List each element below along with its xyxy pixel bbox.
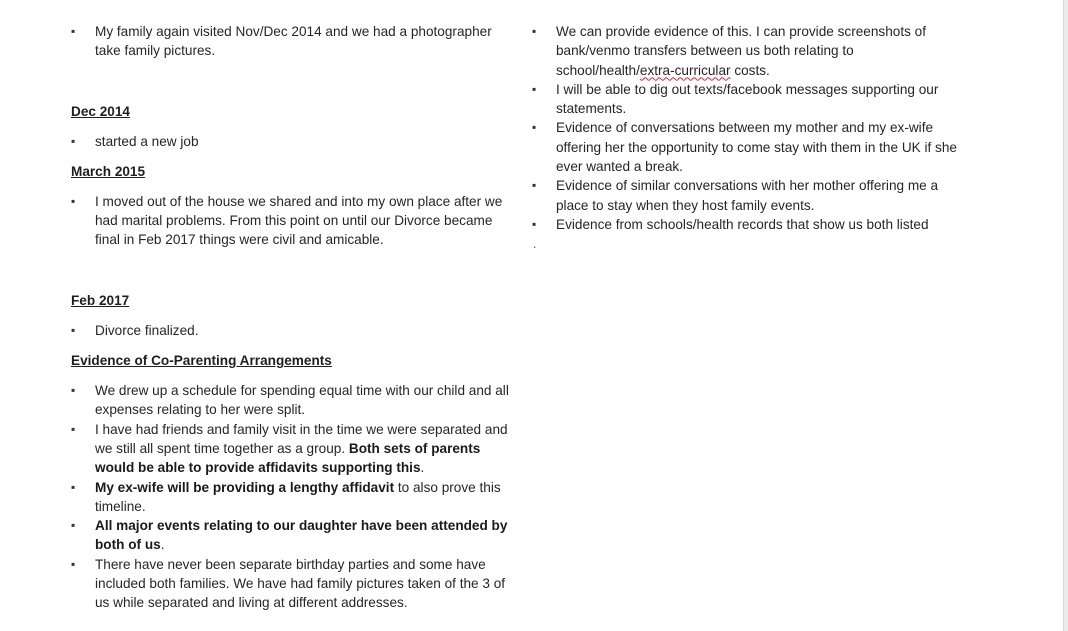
feb-2017-list — [71, 321, 511, 340]
evidence-list — [532, 22, 972, 234]
list-item — [71, 381, 511, 420]
left-column — [71, 0, 511, 613]
bullet-icon: ▪ — [532, 216, 537, 231]
list-item-bold-text: Both sets of parents would be able to provide affidavits supporting this — [95, 440, 481, 476]
section-heading-feb-2017: Feb 2017 — [71, 292, 130, 308]
list-item-text: Evidence from schools/health records that show us both listed — [556, 216, 929, 232]
list-item — [532, 176, 972, 215]
bullet-icon: ▪ — [532, 81, 537, 96]
photographer-list — [71, 22, 511, 61]
list-item-text: Evidence of conversations between my mother and my ex-wife offering her the opportunity to come stay with them in the UK if she ever wanted a break. — [556, 120, 957, 175]
list-item-text: to also prove this timeline. — [95, 479, 501, 514]
bullet-icon: ▪ — [71, 133, 76, 148]
list-item — [71, 192, 511, 250]
list-item — [71, 478, 511, 517]
list-item — [532, 215, 972, 234]
co-parenting-list — [71, 381, 511, 613]
spellcheck-flagged-word[interactable]: extra-curricular — [639, 62, 731, 78]
bullet-icon: ▪ — [71, 479, 76, 494]
empty-paragraph-mark: . — [533, 237, 537, 251]
bullet-icon: ▪ — [71, 24, 76, 38]
bullet-icon: ▪ — [532, 120, 537, 135]
list-item — [532, 80, 972, 119]
dec-2014-list — [71, 132, 511, 151]
list-item — [71, 420, 511, 478]
page-edge-scrollbar — [1063, 0, 1068, 631]
list-item-text: We can provide evidence of this. I can provide screenshots of bank/venmo transfers between us both relating to school/health/ — [556, 24, 927, 78]
list-item-bold-text: My ex-wife will be providing a lengthy affidavit — [95, 479, 395, 495]
bullet-icon: ▪ — [532, 24, 537, 38]
list-item-text: Divorce finalized. — [95, 322, 199, 338]
list-item — [71, 22, 511, 61]
section-heading-march-2015: March 2015 — [71, 163, 146, 179]
march-2015-list — [71, 192, 511, 250]
list-item-text: started a new job — [95, 133, 199, 149]
list-item-text: My family again visited Nov/Dec 2014 and we had a photographer take family pictures. — [95, 24, 492, 59]
list-item-text: . — [420, 460, 425, 476]
list-item — [71, 555, 511, 613]
bullet-icon: ▪ — [71, 322, 76, 337]
list-item — [71, 132, 511, 151]
list-item-text: costs. — [730, 62, 770, 78]
bullet-icon: ▪ — [71, 556, 76, 571]
bullet-icon: ▪ — [532, 178, 537, 193]
list-item-text: We drew up a schedule for spending equal time with our child and all expenses relating to her were split. — [95, 383, 509, 418]
list-item — [71, 516, 511, 555]
list-item — [532, 22, 972, 80]
bullet-icon: ▪ — [71, 518, 76, 533]
list-item-bold-text: All major events relating to our daughter have been attended by both of us — [95, 518, 508, 553]
bullet-icon: ▪ — [71, 383, 76, 398]
section-heading-dec-2014: Dec 2014 — [71, 103, 130, 119]
section-heading-co-parenting: Evidence of Co-Parenting Arrangements — [71, 353, 332, 369]
list-item-text: There have never been separate birthday parties and some have included both families. We have had family pictures taken of the 3 of us while separated and living at different addresses. — [95, 556, 506, 611]
bullet-icon: ▪ — [71, 421, 76, 436]
bullet-icon: ▪ — [71, 193, 76, 208]
list-item-text: . — [160, 537, 165, 553]
right-column — [532, 0, 972, 234]
list-item-text: I have had friends and family visit in the time we were separated and we still all spent time together as a group. — [95, 421, 508, 456]
list-item-text: I moved out of the house we shared and into my own place after we had marital problems. From this point on until our Divorce became final in Feb 2017 things were civil and amicable. — [95, 193, 503, 248]
list-item-text: I will be able to dig out texts/facebook messages supporting our statements. — [556, 81, 939, 117]
list-item — [71, 321, 511, 340]
list-item-text: Evidence of similar conversations with her mother offering me a place to stay when they host family events. — [556, 178, 939, 213]
list-item — [532, 118, 972, 176]
